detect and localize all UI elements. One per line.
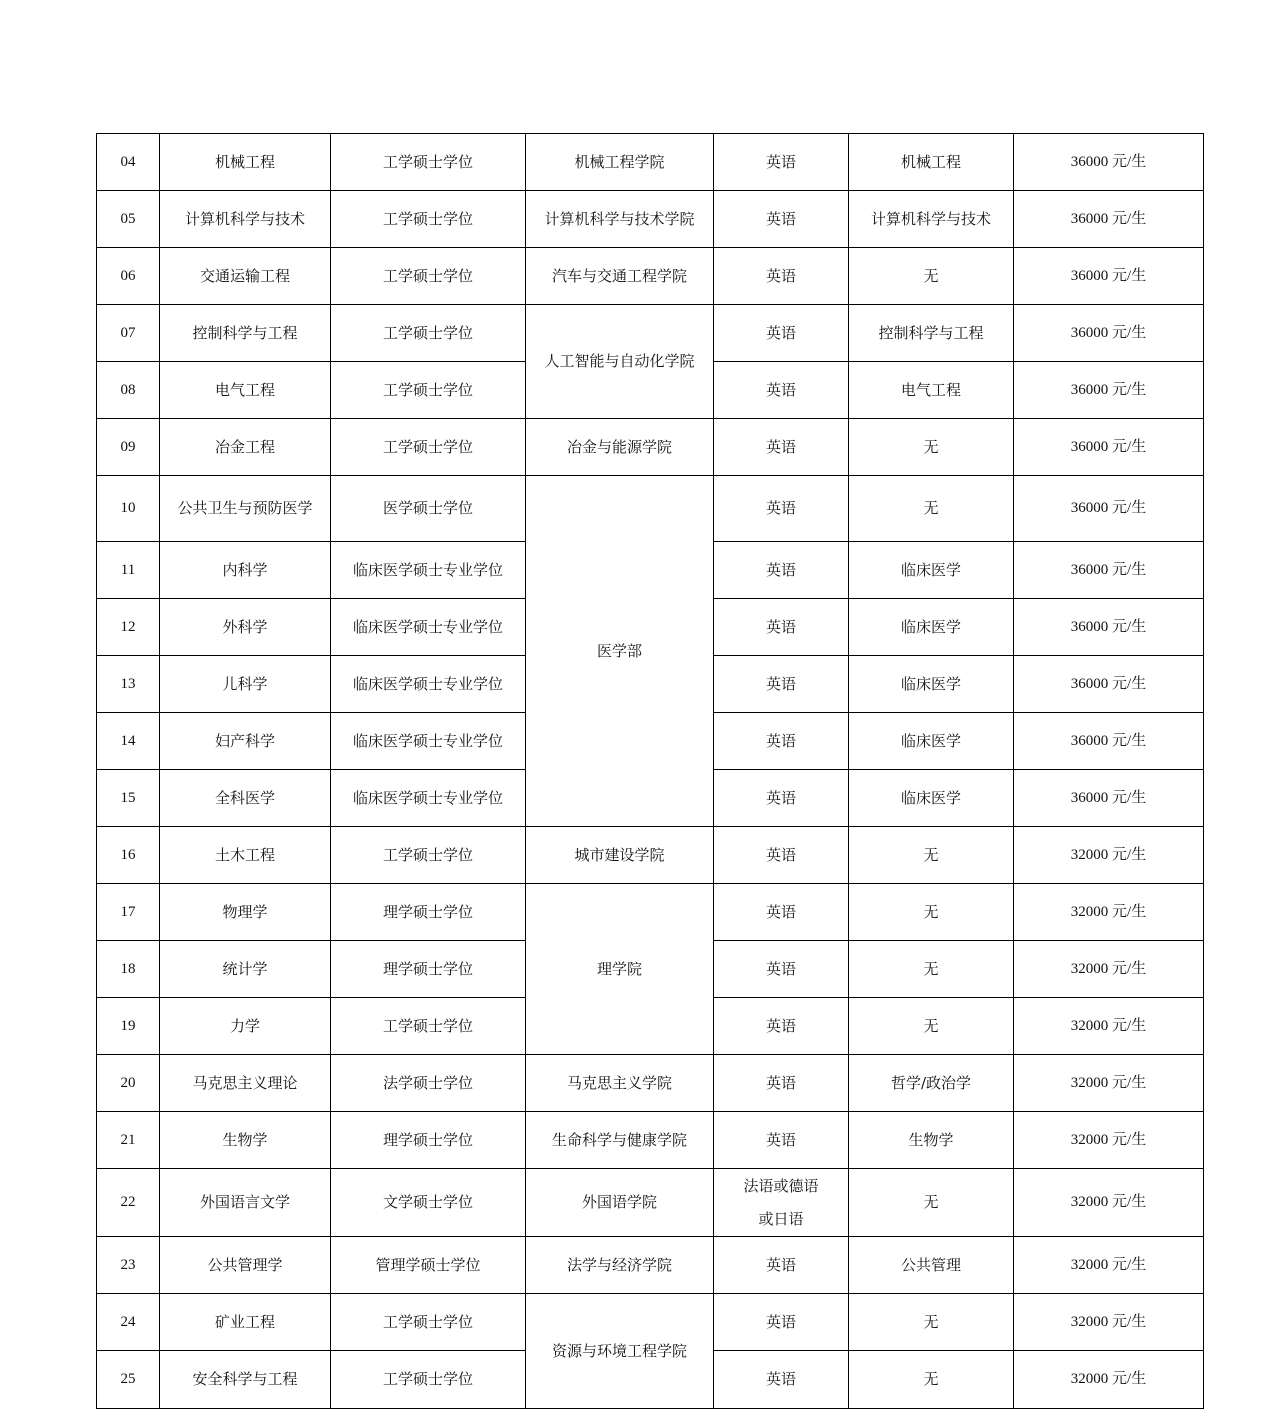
row-number: 15 xyxy=(97,770,160,827)
college-cell: 机械工程学院 xyxy=(526,134,714,191)
table-row xyxy=(97,476,1204,542)
language-cell: 英语 xyxy=(714,305,849,362)
row-number: 09 xyxy=(97,419,160,476)
related-major-cell: 哲学/政治学 xyxy=(849,1055,1014,1112)
major-cell: 生物学 xyxy=(160,1112,331,1169)
major-cell: 力学 xyxy=(160,998,331,1055)
tuition-cell: 36000 元/生 xyxy=(1014,305,1204,362)
table-row xyxy=(97,1237,1204,1294)
row-number: 05 xyxy=(97,191,160,248)
row-number: 13 xyxy=(97,656,160,713)
degree-cell: 工学硕士学位 xyxy=(331,827,526,884)
language-cell: 英语 xyxy=(714,476,849,542)
degree-cell: 理学硕士学位 xyxy=(331,941,526,998)
language-cell: 英语 xyxy=(714,542,849,599)
tuition-cell: 32000 元/生 xyxy=(1014,1237,1204,1294)
tuition-cell: 36000 元/生 xyxy=(1014,656,1204,713)
row-number: 25 xyxy=(97,1351,160,1409)
degree-cell: 临床医学硕士专业学位 xyxy=(331,542,526,599)
related-major-cell: 临床医学 xyxy=(849,713,1014,770)
college-cell: 医学部 xyxy=(526,476,714,827)
college-cell: 计算机科学与技术学院 xyxy=(526,191,714,248)
row-number: 18 xyxy=(97,941,160,998)
tuition-cell: 32000 元/生 xyxy=(1014,941,1204,998)
degree-cell: 临床医学硕士专业学位 xyxy=(331,656,526,713)
tuition-cell: 36000 元/生 xyxy=(1014,476,1204,542)
tuition-cell: 32000 元/生 xyxy=(1014,827,1204,884)
tuition-cell: 32000 元/生 xyxy=(1014,998,1204,1055)
degree-cell: 理学硕士学位 xyxy=(331,1112,526,1169)
tuition-cell: 32000 元/生 xyxy=(1014,884,1204,941)
language-cell: 英语 xyxy=(714,419,849,476)
college-cell: 理学院 xyxy=(526,884,714,1055)
degree-cell: 工学硕士学位 xyxy=(331,1294,526,1351)
tuition-cell: 36000 元/生 xyxy=(1014,770,1204,827)
row-number: 14 xyxy=(97,713,160,770)
major-cell: 机械工程 xyxy=(160,134,331,191)
related-major-cell: 无 xyxy=(849,827,1014,884)
major-cell: 计算机科学与技术 xyxy=(160,191,331,248)
row-number: 04 xyxy=(97,134,160,191)
major-cell: 外科学 xyxy=(160,599,331,656)
related-major-cell: 电气工程 xyxy=(849,362,1014,419)
row-number: 23 xyxy=(97,1237,160,1294)
major-cell: 电气工程 xyxy=(160,362,331,419)
related-major-cell: 临床医学 xyxy=(849,770,1014,827)
table-row xyxy=(97,248,1204,305)
row-number: 12 xyxy=(97,599,160,656)
major-cell: 控制科学与工程 xyxy=(160,305,331,362)
language-cell: 英语 xyxy=(714,1112,849,1169)
language-cell: 英语 xyxy=(714,713,849,770)
related-major-cell: 无 xyxy=(849,248,1014,305)
language-cell: 英语 xyxy=(714,362,849,419)
language-cell: 英语 xyxy=(714,827,849,884)
college-cell: 马克思主义学院 xyxy=(526,1055,714,1112)
degree-cell: 法学硕士学位 xyxy=(331,1055,526,1112)
major-cell: 妇产科学 xyxy=(160,713,331,770)
table-row xyxy=(97,827,1204,884)
degree-cell: 理学硕士学位 xyxy=(331,884,526,941)
major-cell: 儿科学 xyxy=(160,656,331,713)
college-cell: 城市建设学院 xyxy=(526,827,714,884)
table-row xyxy=(97,134,1204,191)
degree-cell: 工学硕士学位 xyxy=(331,305,526,362)
tuition-cell: 36000 元/生 xyxy=(1014,362,1204,419)
related-major-cell: 无 xyxy=(849,476,1014,542)
major-cell: 公共管理学 xyxy=(160,1237,331,1294)
major-cell: 矿业工程 xyxy=(160,1294,331,1351)
tuition-cell: 32000 元/生 xyxy=(1014,1112,1204,1169)
degree-cell: 工学硕士学位 xyxy=(331,419,526,476)
table-row xyxy=(97,191,1204,248)
major-cell: 冶金工程 xyxy=(160,419,331,476)
major-cell: 马克思主义理论 xyxy=(160,1055,331,1112)
college-cell: 人工智能与自动化学院 xyxy=(526,305,714,419)
related-major-cell: 无 xyxy=(849,941,1014,998)
row-number: 16 xyxy=(97,827,160,884)
row-number: 07 xyxy=(97,305,160,362)
related-major-cell: 生物学 xyxy=(849,1112,1014,1169)
related-major-cell: 控制科学与工程 xyxy=(849,305,1014,362)
tuition-cell: 32000 元/生 xyxy=(1014,1169,1204,1237)
row-number: 11 xyxy=(97,542,160,599)
tuition-cell: 32000 元/生 xyxy=(1014,1351,1204,1409)
college-cell: 生命科学与健康学院 xyxy=(526,1112,714,1169)
degree-cell: 文学硕士学位 xyxy=(331,1169,526,1237)
language-cell: 英语 xyxy=(714,134,849,191)
language-cell: 英语 xyxy=(714,1237,849,1294)
row-number: 10 xyxy=(97,476,160,542)
row-number: 19 xyxy=(97,998,160,1055)
related-major-cell: 无 xyxy=(849,1169,1014,1237)
degree-cell: 临床医学硕士专业学位 xyxy=(331,713,526,770)
related-major-cell: 临床医学 xyxy=(849,542,1014,599)
language-cell: 英语 xyxy=(714,941,849,998)
language-cell: 英语 xyxy=(714,248,849,305)
related-major-cell: 计算机科学与技术 xyxy=(849,191,1014,248)
related-major-cell: 机械工程 xyxy=(849,134,1014,191)
degree-cell: 临床医学硕士专业学位 xyxy=(331,599,526,656)
tuition-cell: 32000 元/生 xyxy=(1014,1055,1204,1112)
degree-cell: 管理学硕士学位 xyxy=(331,1237,526,1294)
table-row xyxy=(97,1294,1204,1351)
major-cell: 统计学 xyxy=(160,941,331,998)
college-cell: 法学与经济学院 xyxy=(526,1237,714,1294)
related-major-cell: 无 xyxy=(849,419,1014,476)
degree-cell: 工学硕士学位 xyxy=(331,191,526,248)
major-cell: 公共卫生与预防医学 xyxy=(160,476,331,542)
college-cell: 冶金与能源学院 xyxy=(526,419,714,476)
major-cell: 外国语言文学 xyxy=(160,1169,331,1237)
major-cell: 安全科学与工程 xyxy=(160,1351,331,1409)
language-cell: 英语 xyxy=(714,770,849,827)
related-major-cell: 无 xyxy=(849,884,1014,941)
tuition-cell: 36000 元/生 xyxy=(1014,599,1204,656)
tuition-cell: 36000 元/生 xyxy=(1014,419,1204,476)
tuition-cell: 36000 元/生 xyxy=(1014,542,1204,599)
degree-cell: 工学硕士学位 xyxy=(331,998,526,1055)
degree-cell: 工学硕士学位 xyxy=(331,362,526,419)
major-cell: 物理学 xyxy=(160,884,331,941)
tuition-cell: 36000 元/生 xyxy=(1014,248,1204,305)
major-cell: 交通运输工程 xyxy=(160,248,331,305)
degree-cell: 临床医学硕士专业学位 xyxy=(331,770,526,827)
table-row xyxy=(97,884,1204,941)
language-cell: 英语 xyxy=(714,1294,849,1351)
row-number: 20 xyxy=(97,1055,160,1112)
major-cell: 全科医学 xyxy=(160,770,331,827)
degree-cell: 工学硕士学位 xyxy=(331,1351,526,1409)
related-major-cell: 无 xyxy=(849,998,1014,1055)
college-cell: 汽车与交通工程学院 xyxy=(526,248,714,305)
tuition-cell: 36000 元/生 xyxy=(1014,134,1204,191)
table-row xyxy=(97,419,1204,476)
college-cell: 资源与环境工程学院 xyxy=(526,1294,714,1409)
row-number: 22 xyxy=(97,1169,160,1237)
language-cell: 英语 xyxy=(714,1055,849,1112)
degree-cell: 医学硕士学位 xyxy=(331,476,526,542)
related-major-cell: 无 xyxy=(849,1294,1014,1351)
related-major-cell: 公共管理 xyxy=(849,1237,1014,1294)
row-number: 06 xyxy=(97,248,160,305)
table-row xyxy=(97,1169,1204,1237)
language-cell: 英语 xyxy=(714,884,849,941)
row-number: 08 xyxy=(97,362,160,419)
language-cell: 英语 xyxy=(714,1351,849,1409)
row-number: 24 xyxy=(97,1294,160,1351)
tuition-cell: 36000 元/生 xyxy=(1014,713,1204,770)
language-cell: 英语 xyxy=(714,599,849,656)
language-cell: 英语 xyxy=(714,998,849,1055)
related-major-cell: 临床医学 xyxy=(849,599,1014,656)
college-cell: 外国语学院 xyxy=(526,1169,714,1237)
language-cell: 法语或德语 或日语 xyxy=(714,1169,849,1237)
related-major-cell: 无 xyxy=(849,1351,1014,1409)
table-row xyxy=(97,1055,1204,1112)
row-number: 21 xyxy=(97,1112,160,1169)
major-cell: 土木工程 xyxy=(160,827,331,884)
language-cell: 英语 xyxy=(714,656,849,713)
tuition-cell: 36000 元/生 xyxy=(1014,191,1204,248)
row-number: 17 xyxy=(97,884,160,941)
major-cell: 内科学 xyxy=(160,542,331,599)
table-row xyxy=(97,1112,1204,1169)
language-cell: 英语 xyxy=(714,191,849,248)
table-row xyxy=(97,305,1204,362)
tuition-cell: 32000 元/生 xyxy=(1014,1294,1204,1351)
related-major-cell: 临床医学 xyxy=(849,656,1014,713)
program-table xyxy=(96,133,1204,1409)
degree-cell: 工学硕士学位 xyxy=(331,134,526,191)
degree-cell: 工学硕士学位 xyxy=(331,248,526,305)
